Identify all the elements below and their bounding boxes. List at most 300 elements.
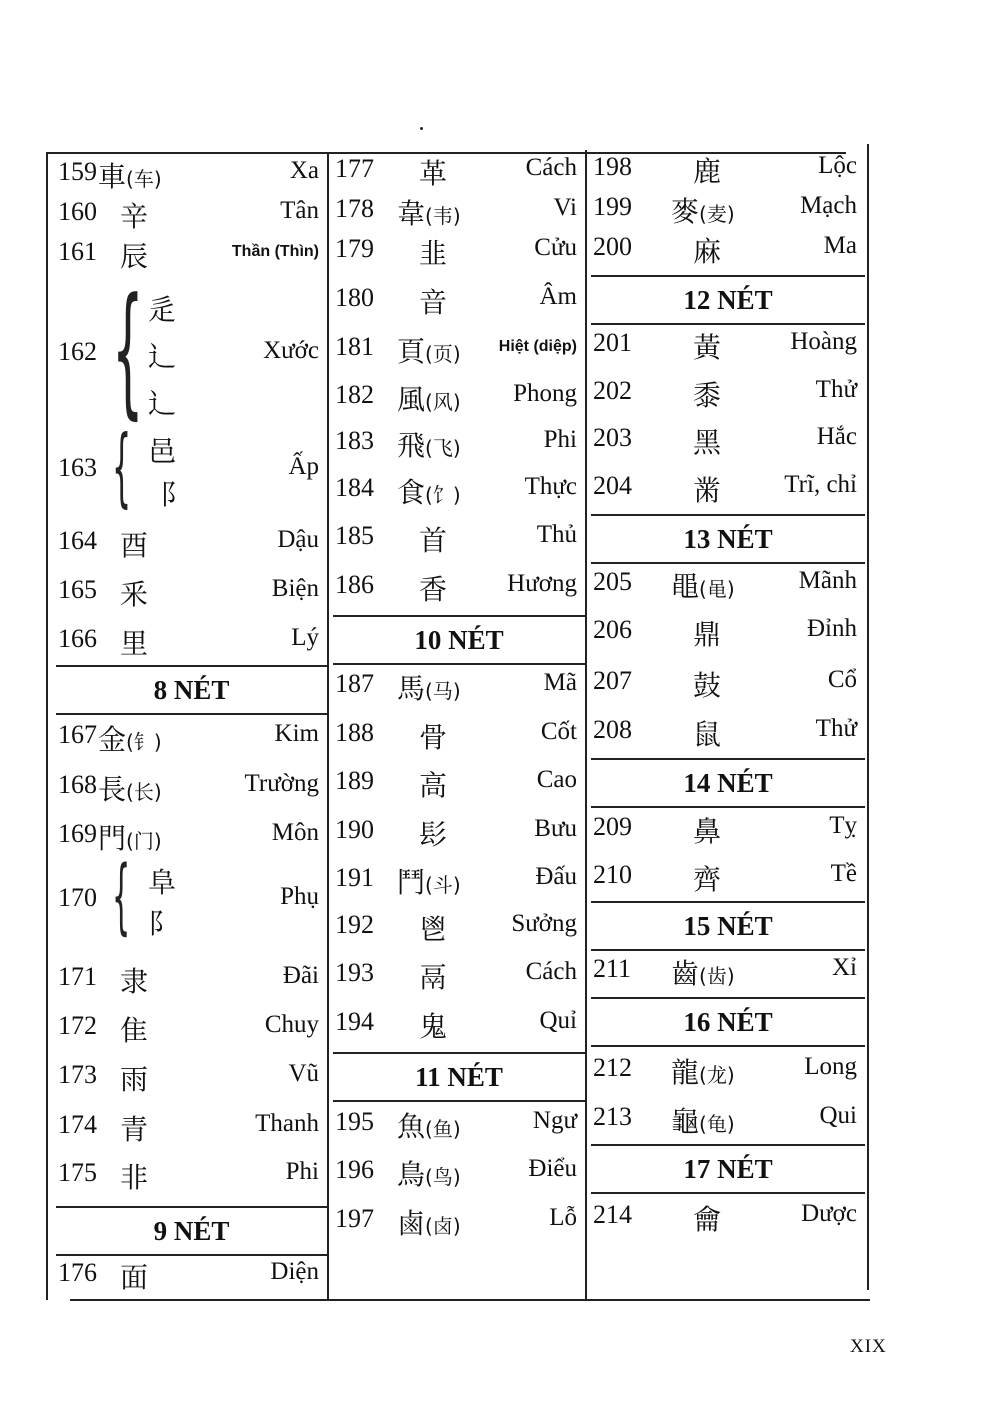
radical-char bbox=[693, 374, 721, 414]
radical-entry bbox=[327, 762, 585, 806]
radical-glyph: 鬥 bbox=[397, 866, 426, 899]
radical-reading: Thanh bbox=[255, 1110, 319, 1137]
simplified-form: (页) bbox=[425, 342, 461, 366]
radical-char bbox=[397, 424, 461, 464]
radical-entry bbox=[50, 815, 327, 859]
radical-entry bbox=[50, 153, 327, 197]
radical-entry bbox=[327, 906, 585, 950]
simplified-form: (门) bbox=[126, 829, 162, 853]
radical-entry bbox=[585, 148, 865, 192]
radical-char bbox=[120, 1058, 148, 1098]
radical-char bbox=[419, 813, 447, 853]
radical-number: 180 bbox=[335, 283, 374, 312]
radical-reading: Tỵ bbox=[829, 812, 857, 839]
radical-char bbox=[397, 378, 461, 418]
radical-reading: Trĩ, chỉ bbox=[784, 471, 857, 498]
radical-reading: Cao bbox=[536, 766, 577, 793]
radical-reading: Môn bbox=[271, 819, 319, 846]
radical-reading: Mãnh bbox=[798, 567, 857, 594]
radical-char bbox=[419, 764, 447, 804]
simplified-form: (飞) bbox=[425, 436, 461, 460]
radical-glyph: 鼎 bbox=[693, 618, 722, 651]
radical-number: 172 bbox=[58, 1011, 97, 1040]
radical-reading: Diện bbox=[270, 1258, 319, 1285]
radical-group-entry bbox=[50, 849, 327, 944]
simplified-form: (马) bbox=[425, 679, 461, 703]
radical-number: 206 bbox=[593, 615, 632, 644]
stroke-count-header: 8 NÉT bbox=[56, 665, 327, 715]
radical-char bbox=[98, 155, 162, 195]
stroke-count-header: 12 NÉT bbox=[591, 275, 865, 325]
radical-entry bbox=[327, 517, 585, 561]
radical-entry bbox=[327, 566, 585, 610]
radical-number: 167 bbox=[58, 720, 97, 749]
simplified-form: (龟) bbox=[699, 1112, 735, 1136]
radical-entry bbox=[327, 150, 585, 194]
radical-number: 165 bbox=[58, 575, 97, 604]
radical-glyph: 鼻 bbox=[693, 815, 722, 848]
radical-number: 192 bbox=[335, 910, 374, 939]
radical-number: 199 bbox=[593, 192, 632, 221]
radical-number: 179 bbox=[335, 234, 374, 263]
table-bottom-border bbox=[70, 1299, 870, 1301]
radical-number: 189 bbox=[335, 766, 374, 795]
simplified-form: (车) bbox=[126, 167, 162, 191]
radical-char bbox=[693, 326, 721, 366]
radical-reading: Thực bbox=[524, 473, 577, 500]
radical-reading: Mạch bbox=[800, 192, 857, 219]
radical-entry bbox=[585, 563, 865, 607]
radical-number: 211 bbox=[593, 954, 632, 983]
radical-glyph: 魚 bbox=[397, 1110, 426, 1143]
simplified-form: (卤) bbox=[425, 1214, 461, 1238]
radical-char bbox=[397, 471, 461, 511]
radical-entry bbox=[327, 1103, 585, 1147]
radical-char bbox=[693, 469, 721, 509]
radical-glyph: 飛 bbox=[397, 429, 426, 462]
radical-number: 214 bbox=[593, 1200, 632, 1229]
radical-char bbox=[693, 810, 721, 850]
radical-glyph: 車 bbox=[98, 160, 127, 193]
radical-char bbox=[693, 1198, 721, 1238]
radical-char bbox=[693, 858, 721, 898]
radical-variant-char: ⻌ bbox=[148, 387, 177, 421]
radical-reading: Phong bbox=[513, 380, 577, 407]
simplified-form: (龙) bbox=[699, 1063, 735, 1087]
radical-variant-char: 辶 bbox=[148, 340, 177, 373]
radical-glyph: 非 bbox=[120, 1161, 149, 1194]
radical-glyph: 食 bbox=[397, 476, 426, 509]
radical-glyph: 里 bbox=[120, 627, 149, 660]
radical-number: 182 bbox=[335, 380, 374, 409]
radical-glyph: 黹 bbox=[693, 474, 722, 507]
radical-reading: Âm bbox=[539, 283, 577, 310]
radical-char bbox=[419, 519, 447, 559]
radical-reading: Ma bbox=[823, 232, 857, 259]
radical-glyph: 首 bbox=[419, 524, 448, 557]
radical-reading: Hoàng bbox=[790, 328, 857, 355]
radical-glyph: 麥 bbox=[671, 195, 700, 228]
radical-char bbox=[419, 908, 447, 948]
radical-reading: Vũ bbox=[288, 1060, 319, 1087]
stroke-count-header: 9 NÉT bbox=[56, 1206, 327, 1256]
radical-reading: Hiệt (diệp) bbox=[498, 338, 577, 355]
radical-entry bbox=[327, 422, 585, 466]
radical-number: 174 bbox=[58, 1110, 97, 1139]
radical-char bbox=[671, 952, 735, 992]
radical-reading: Phụ bbox=[280, 883, 319, 910]
radical-entry bbox=[50, 1106, 327, 1150]
stroke-count-header: 10 NÉT bbox=[333, 615, 585, 665]
radical-reading: Thử bbox=[815, 715, 857, 742]
radical-glyph: 鼓 bbox=[693, 669, 722, 702]
radical-number: 196 bbox=[335, 1155, 374, 1184]
radical-entry bbox=[585, 808, 865, 852]
radical-char bbox=[693, 613, 721, 653]
radical-char bbox=[120, 524, 148, 564]
simplified-form: (韦) bbox=[425, 204, 461, 228]
radical-char bbox=[397, 1153, 461, 1193]
radical-entry bbox=[327, 1151, 585, 1195]
radical-glyph: 龜 bbox=[671, 1105, 700, 1138]
radical-entry bbox=[50, 522, 327, 566]
radical-reading: Tân bbox=[280, 197, 319, 224]
radical-entry bbox=[585, 372, 865, 416]
radical-reading: Kim bbox=[274, 720, 319, 747]
radical-entry bbox=[327, 1200, 585, 1244]
radical-reading: Đãi bbox=[282, 962, 319, 989]
radical-number: 202 bbox=[593, 376, 632, 405]
radical-variant-char: 辵 bbox=[148, 292, 177, 326]
radical-number: 171 bbox=[58, 962, 97, 991]
radical-char bbox=[693, 421, 721, 461]
radical-reading: Cổ bbox=[827, 666, 857, 693]
radical-entry bbox=[585, 950, 865, 994]
radical-number: 197 bbox=[335, 1204, 374, 1233]
radical-number: 160 bbox=[58, 197, 97, 226]
radical-variant-char: ⻏ bbox=[148, 477, 177, 511]
radical-reading: Sưởng bbox=[511, 910, 577, 937]
radical-entry bbox=[327, 190, 585, 234]
radical-entry bbox=[327, 279, 585, 323]
radical-char bbox=[671, 565, 735, 605]
brace-icon: { bbox=[112, 849, 131, 944]
radical-char bbox=[397, 330, 461, 370]
radical-reading: Quỉ bbox=[539, 1007, 577, 1034]
radical-reading: Cách bbox=[525, 154, 577, 181]
radical-entry bbox=[327, 230, 585, 274]
radical-glyph: 辛 bbox=[120, 200, 149, 233]
radical-glyph: 鬼 bbox=[419, 1010, 448, 1043]
radical-number: 176 bbox=[58, 1258, 97, 1287]
radical-reading: Cách bbox=[525, 958, 577, 985]
radical-glyph: 酉 bbox=[120, 529, 149, 562]
radical-reading: Hắc bbox=[816, 423, 857, 450]
radical-group-entry bbox=[50, 268, 327, 433]
radical-number: 168 bbox=[58, 770, 97, 799]
radical-char bbox=[98, 768, 162, 808]
radical-variant-char: 阝 bbox=[148, 906, 177, 940]
radical-glyph: 馬 bbox=[397, 672, 426, 705]
stroke-count-header: 15 NÉT bbox=[591, 901, 865, 951]
radical-glyph: 金 bbox=[98, 723, 127, 756]
stroke-count-header: 16 NÉT bbox=[591, 997, 865, 1047]
radical-char bbox=[419, 281, 447, 321]
radical-reading: Vi bbox=[553, 194, 577, 221]
radical-char bbox=[419, 956, 447, 996]
radical-glyph: 龍 bbox=[671, 1056, 700, 1089]
radical-reading: Lý bbox=[291, 624, 319, 651]
radical-number: 198 bbox=[593, 152, 632, 181]
radical-number: 170 bbox=[58, 883, 97, 912]
radical-reading: Thần (Thìn) bbox=[231, 243, 319, 260]
radical-number: 195 bbox=[335, 1107, 374, 1136]
radical-entry bbox=[50, 193, 327, 237]
radical-glyph: 面 bbox=[120, 1261, 149, 1294]
radical-reading: Long bbox=[804, 1053, 857, 1080]
radical-reading: Mã bbox=[543, 669, 577, 696]
radical-entry bbox=[50, 1007, 327, 1051]
radical-reading: Dược bbox=[801, 1200, 857, 1227]
radical-entry bbox=[327, 859, 585, 903]
radical-entry bbox=[50, 233, 327, 277]
radical-number: 208 bbox=[593, 715, 632, 744]
radical-entry bbox=[327, 469, 585, 513]
radical-number: 204 bbox=[593, 471, 632, 500]
radical-glyph: 鹿 bbox=[693, 155, 722, 188]
radical-glyph: 龠 bbox=[693, 1203, 722, 1236]
radical-entry bbox=[327, 376, 585, 420]
radical-char bbox=[120, 1156, 148, 1196]
radical-char bbox=[419, 716, 447, 756]
radical-entry bbox=[585, 228, 865, 272]
simplified-form: (斗) bbox=[425, 873, 461, 897]
radical-entry bbox=[327, 1003, 585, 1047]
radical-number: 200 bbox=[593, 232, 632, 261]
radical-char bbox=[120, 960, 148, 1000]
radical-char bbox=[120, 1256, 148, 1296]
radical-entry bbox=[585, 1049, 865, 1093]
radical-glyph: 頁 bbox=[397, 335, 426, 368]
radical-char bbox=[419, 152, 447, 192]
radical-variant-char: 阜 bbox=[148, 865, 177, 899]
radical-glyph: 風 bbox=[397, 383, 426, 416]
radical-reading: Lộc bbox=[818, 152, 857, 179]
stroke-count-header: 17 NÉT bbox=[591, 1144, 865, 1194]
table-left-border bbox=[46, 152, 48, 1300]
simplified-form: (长) bbox=[126, 780, 162, 804]
radical-entry bbox=[585, 467, 865, 511]
radical-glyph: 黑 bbox=[693, 426, 722, 459]
radical-number: 178 bbox=[335, 194, 374, 223]
radical-glyph: 釆 bbox=[120, 578, 149, 611]
radical-number: 159 bbox=[58, 157, 97, 186]
radical-reading: Đấu bbox=[535, 863, 577, 890]
radical-glyph: 隹 bbox=[120, 1014, 149, 1047]
radical-char bbox=[120, 622, 148, 662]
radical-glyph: 黃 bbox=[693, 331, 722, 364]
radical-number: 162 bbox=[58, 337, 97, 366]
radical-entry bbox=[327, 954, 585, 998]
radical-reading: Ngư bbox=[532, 1107, 577, 1134]
radical-number: 169 bbox=[58, 819, 97, 848]
radical-number: 210 bbox=[593, 860, 632, 889]
radical-glyph: 韋 bbox=[397, 197, 426, 230]
radical-reading: Điểu bbox=[528, 1155, 577, 1182]
radical-group-entry bbox=[50, 417, 327, 517]
page-number: XIX bbox=[850, 1336, 887, 1357]
radical-number: 175 bbox=[58, 1158, 97, 1187]
radical-char bbox=[98, 718, 162, 758]
radical-char bbox=[419, 232, 447, 272]
radical-number: 164 bbox=[58, 526, 97, 555]
radical-glyph: 鹵 bbox=[397, 1207, 426, 1240]
radical-entry bbox=[50, 716, 327, 760]
radical-glyph: 高 bbox=[419, 769, 448, 802]
radical-entry bbox=[585, 188, 865, 232]
radical-entry bbox=[585, 324, 865, 368]
radical-glyph: 長 bbox=[98, 773, 127, 806]
brace-icon: { bbox=[112, 417, 132, 517]
radical-reading: Đỉnh bbox=[807, 615, 857, 642]
radical-number: 209 bbox=[593, 812, 632, 841]
radical-number: 166 bbox=[58, 624, 97, 653]
radical-char bbox=[397, 1105, 461, 1145]
stroke-count-header: 11 NÉT bbox=[333, 1052, 585, 1102]
radical-reading: Xước bbox=[263, 337, 319, 364]
radical-glyph: 門 bbox=[98, 822, 127, 855]
radical-glyph: 鳥 bbox=[397, 1158, 426, 1191]
radical-char bbox=[419, 568, 447, 608]
radical-number: 185 bbox=[335, 521, 374, 550]
radical-char bbox=[397, 192, 461, 232]
radical-reading: Thử bbox=[815, 376, 857, 403]
radical-number: 207 bbox=[593, 666, 632, 695]
radical-glyph: 青 bbox=[120, 1113, 149, 1146]
radical-reading: Ấp bbox=[288, 453, 319, 480]
radical-char bbox=[671, 190, 735, 230]
radical-entry bbox=[585, 419, 865, 463]
radical-glyph: 齊 bbox=[693, 863, 722, 896]
radical-number: 186 bbox=[335, 570, 374, 599]
radical-reading: Xa bbox=[289, 157, 319, 184]
radical-char bbox=[693, 230, 721, 270]
simplified-form: (麦) bbox=[699, 202, 735, 226]
brace-icon: { bbox=[112, 268, 144, 433]
radical-reading: Chuy bbox=[264, 1011, 319, 1038]
radical-number: 212 bbox=[593, 1053, 632, 1082]
radical-entry bbox=[585, 662, 865, 706]
table-right-border bbox=[867, 144, 869, 1290]
radical-entry bbox=[50, 1154, 327, 1198]
radical-glyph: 齒 bbox=[671, 957, 700, 990]
radical-glyph: 鬲 bbox=[419, 961, 448, 994]
radical-char bbox=[693, 150, 721, 190]
radical-number: 177 bbox=[335, 154, 374, 183]
stroke-count-header: 13 NÉT bbox=[591, 514, 865, 564]
radical-number: 191 bbox=[335, 863, 374, 892]
simplified-form: (鱼) bbox=[425, 1117, 461, 1141]
radical-number: 193 bbox=[335, 958, 374, 987]
radical-number: 205 bbox=[593, 567, 632, 596]
stroke-count-header: 14 NÉT bbox=[591, 758, 865, 808]
radical-number: 188 bbox=[335, 718, 374, 747]
radical-glyph: 雨 bbox=[120, 1063, 149, 1096]
radical-char bbox=[693, 664, 721, 704]
radical-number: 187 bbox=[335, 669, 374, 698]
radical-number: 173 bbox=[58, 1060, 97, 1089]
radical-reading: Biện bbox=[271, 575, 319, 602]
radical-char bbox=[397, 667, 461, 707]
radical-char bbox=[397, 861, 461, 901]
radical-number: 190 bbox=[335, 815, 374, 844]
radical-entry bbox=[327, 665, 585, 709]
radical-reading: Lỗ bbox=[549, 1204, 577, 1231]
radical-reading: Thủ bbox=[536, 521, 577, 548]
radical-number: 194 bbox=[335, 1007, 374, 1036]
simplified-form: (风) bbox=[425, 390, 461, 414]
radical-entry bbox=[50, 571, 327, 615]
radical-reading: Phi bbox=[543, 426, 577, 453]
radical-number: 161 bbox=[58, 237, 97, 266]
radical-reading: Tề bbox=[830, 860, 857, 887]
radical-glyph: 韭 bbox=[419, 237, 448, 270]
radical-number: 184 bbox=[335, 473, 374, 502]
radical-reading: Hương bbox=[507, 570, 577, 597]
radical-number: 183 bbox=[335, 426, 374, 455]
radical-entry bbox=[585, 1196, 865, 1240]
radical-glyph: 辰 bbox=[120, 240, 149, 273]
radical-number: 213 bbox=[593, 1102, 632, 1131]
radical-reading: Trường bbox=[244, 770, 319, 797]
radical-number: 203 bbox=[593, 423, 632, 452]
radical-entry bbox=[327, 328, 585, 372]
radical-glyph: 鬯 bbox=[419, 913, 448, 946]
radical-char bbox=[397, 1202, 461, 1242]
radical-glyph: 隶 bbox=[120, 965, 149, 998]
radical-glyph: 革 bbox=[419, 157, 448, 190]
simplified-form: (鸟) bbox=[425, 1165, 461, 1189]
radical-reading: Phi bbox=[285, 1158, 319, 1185]
radical-entry bbox=[585, 856, 865, 900]
radical-entry bbox=[50, 958, 327, 1002]
radical-entry bbox=[585, 711, 865, 755]
radical-entry bbox=[50, 620, 327, 664]
simplified-form: (齿) bbox=[699, 964, 735, 988]
radical-char bbox=[671, 1051, 735, 1091]
radical-char bbox=[671, 1100, 735, 1140]
radical-entry bbox=[50, 1056, 327, 1100]
radical-entry bbox=[585, 611, 865, 655]
radical-char bbox=[693, 713, 721, 753]
radical-reading: Bưu bbox=[534, 815, 577, 842]
radical-glyph: 香 bbox=[419, 573, 448, 606]
radical-char bbox=[419, 1005, 447, 1045]
radical-glyph: 髟 bbox=[419, 818, 448, 851]
radical-glyph: 鼠 bbox=[693, 718, 722, 751]
radical-number: 163 bbox=[58, 453, 97, 482]
simplified-form: (饣) bbox=[425, 483, 461, 507]
radical-char bbox=[120, 573, 148, 613]
radical-reading: Cửu bbox=[534, 234, 577, 261]
radical-reading: Dậu bbox=[277, 526, 319, 553]
radical-reading: Xỉ bbox=[832, 954, 857, 981]
radical-char bbox=[120, 1108, 148, 1148]
radical-glyph: 黍 bbox=[693, 379, 722, 412]
radical-entry bbox=[585, 1098, 865, 1142]
radical-glyph: 音 bbox=[419, 286, 448, 319]
radical-number: 181 bbox=[335, 332, 374, 361]
